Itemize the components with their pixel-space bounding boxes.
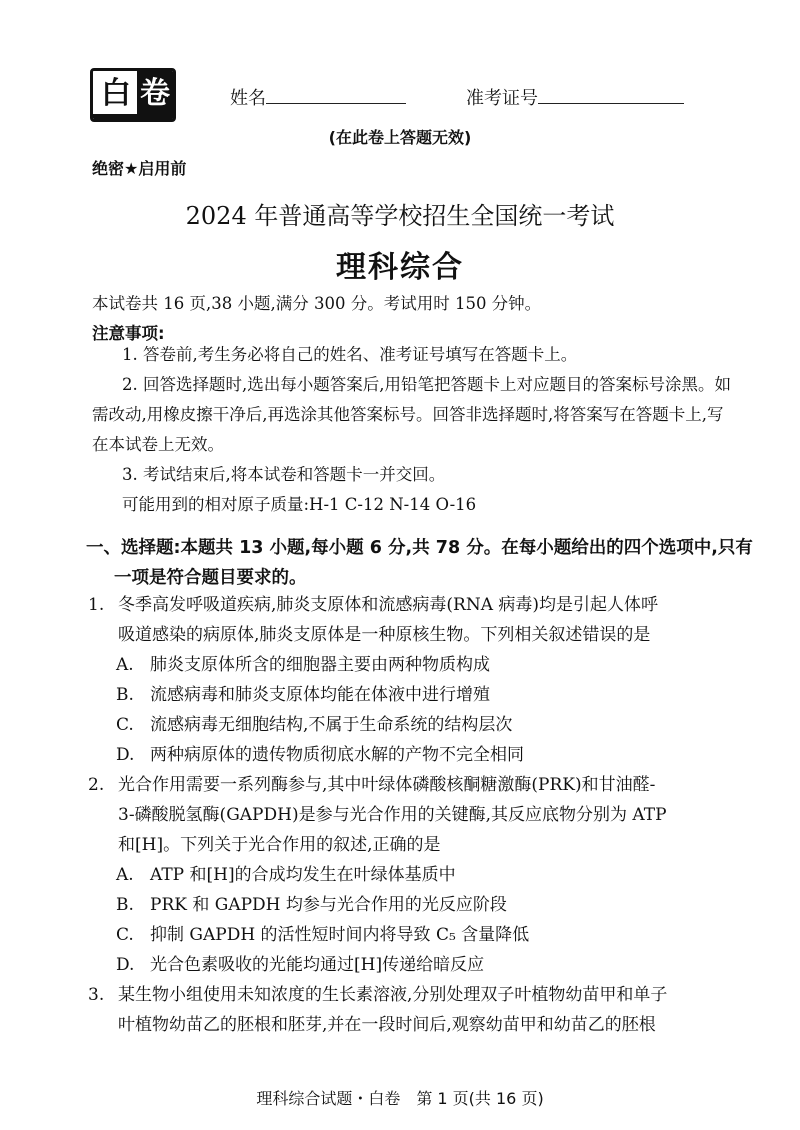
option-2a (116, 860, 716, 890)
id-field (466, 84, 684, 110)
option-1a (116, 650, 716, 680)
option-letter: A. (116, 865, 134, 885)
question-number: 2. (88, 775, 105, 795)
option-text: 光合色素吸收的光能均通过[H]传递给暗反应 (150, 955, 485, 975)
option-text: 流感病毒无细胞结构,不属于生命系统的结构层次 (150, 715, 513, 735)
paper-badge (90, 68, 176, 122)
option-text: 肺炎支原体所含的细胞器主要由两种物质构成 (150, 655, 490, 675)
name-blank (266, 87, 406, 104)
secret-label: 绝密★启用前 (92, 159, 187, 178)
option-2b (116, 890, 716, 920)
option-letter: C. (116, 925, 134, 945)
question-2 (88, 770, 728, 860)
badge-white-char: 白 (93, 71, 139, 119)
option-letter: D. (116, 955, 135, 975)
intro-text: 本试卷共 16 页,38 小题,满分 300 分。考试用时 150 分钟。 (92, 294, 542, 313)
question-text: 冬季高发呼吸道疾病,肺炎支原体和流感病毒(RNA 病毒)均是引起人体呼 (118, 595, 659, 615)
option-letter: D. (116, 745, 135, 765)
option-letter: B. (116, 685, 134, 705)
question-text: 3-磷酸脱氢酶(GAPDH)是参与光合作用的关键酶,其反应底物分别为 ATP (118, 805, 667, 825)
option-letter: B. (116, 895, 134, 915)
notice-item-3: 3. 考试结束后,将本试卷和答题卡一并交回。 (122, 465, 446, 484)
option-1d (116, 740, 716, 770)
notice-heading: 注意事项: (92, 324, 165, 343)
option-1c (116, 710, 716, 740)
badge-stripe (93, 114, 173, 119)
name-label: 姓名 (230, 88, 266, 109)
page-footer: 理科综合试题・白卷 第 1 页(共 16 页) (256, 1089, 544, 1108)
option-1b (116, 680, 716, 710)
section-heading: 一、选择题:本题共 13 小题,每小题 6 分,共 78 分。在每小题给出的四个选项中,只有一项是符合题目要求的。 (86, 538, 753, 588)
option-2c (116, 920, 716, 950)
option-letter: A. (116, 655, 134, 675)
question-1 (88, 590, 728, 650)
option-text: 流感病毒和肺炎支原体均能在体液中进行增殖 (150, 685, 490, 705)
question-3 (88, 980, 728, 1040)
question-number: 3. (88, 985, 105, 1005)
option-text: 两种病原体的遗传物质彻底水解的产物不完全相同 (150, 745, 524, 765)
subject-title: 理科综合 (336, 250, 464, 285)
question-text: 某生物小组使用未知浓度的生长素溶液,分别处理双子叶植物幼苗甲和单子 (118, 985, 668, 1005)
option-letter: C. (116, 715, 134, 735)
badge-black-char: 卷 (137, 71, 173, 119)
invalid-note: (在此卷上答题无效) (328, 128, 472, 147)
option-text: ATP 和[H]的合成均发生在叶绿体基质中 (150, 865, 456, 885)
question-text: 吸道感染的病原体,肺炎支原体是一种原核生物。下列相关叙述错误的是 (118, 625, 651, 645)
notice-item-1: 1. 答卷前,考生务必将自己的姓名、准考证号填写在答题卡上。 (122, 345, 578, 364)
option-2d (116, 950, 716, 980)
question-number: 1. (88, 595, 105, 615)
question-text: 和[H]。下列关于光合作用的叙述,正确的是 (118, 835, 441, 855)
name-field (230, 84, 406, 110)
question-text: 叶植物幼苗乙的胚根和胚芽,并在一段时间后,观察幼苗甲和幼苗乙的胚根 (118, 1015, 656, 1035)
question-line (88, 980, 728, 1010)
question-line (88, 770, 728, 800)
question-text: 光合作用需要一系列酶参与,其中叶绿体磷酸核酮糖激酶(PRK)和甘油醛- (118, 775, 656, 795)
atomic-masses: 可能用到的相对原子质量:H-1 C-12 N-14 O-16 (122, 495, 477, 514)
exam-title: 2024 年普通高等学校招生全国统一考试 (185, 202, 615, 230)
question-line (88, 590, 728, 620)
notice-item-2: 2. 回答选择题时,选出每小题答案后,用铅笔把答题卡上对应题目的答案标号涂黑。如需改动,用橡皮擦干净后,再选涂其他答案标号。回答非选择题时,将答案写在答题卡上,写在本试卷上无效。 (92, 375, 731, 454)
option-text: 抑制 GAPDH 的活性短时间内将导致 C₅ 含量降低 (150, 925, 530, 945)
option-text: PRK 和 GAPDH 均参与光合作用的光反应阶段 (150, 895, 507, 915)
id-label: 准考证号 (466, 88, 538, 109)
id-blank (538, 87, 684, 104)
